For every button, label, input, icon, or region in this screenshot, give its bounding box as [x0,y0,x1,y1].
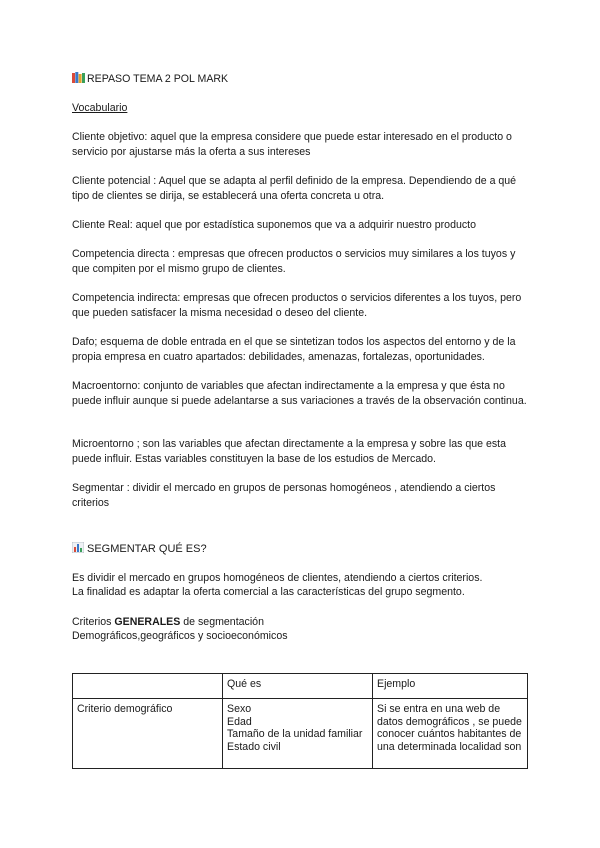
criteria-bold: GENERALES [114,616,181,628]
vocabulary-heading: Vocabulario [72,102,128,114]
section-paragraph-1: Es dividir el mercado en grupos homogéneos de clientes, atendiendo a ciertos criterios. [72,572,483,584]
section-title: SEGMENTAR QUÉ ES? [87,543,207,555]
table-cell-example: Si se entra en una web de datos demográficos , se puede conocer cuántos habitantes de una determinada localidad son [373,699,528,769]
definition-microentorno: Microentorno ; son las variables que afectan directamente a la empresa y sobre las que esta puede influir. Estas variables constituyen la base de los estudios de Mercado. [72,438,506,465]
table-cell-what [223,699,373,769]
definition-cliente-objetivo: Cliente objetivo: aquel que la empresa considere que puede estar interesado en el producto o servicio por ajustarse más la oferta a sus intereses [72,131,512,158]
section-paragraph-2: La finalidad es adaptar la oferta comercial a las características del grupo segmento. [72,586,465,598]
table-cell-line: Tamaño de la unidad familiar [227,728,363,741]
definition-cliente-potencial: Cliente potencial : Aquel que se adapta al perfil definido de la empresa. Dependiendo de a qué tipo de clientes se dirija, se establecerá una oferta concreta u otra. [72,175,517,202]
books-icon [72,72,85,83]
table-cell-line: Estado civil [227,740,281,753]
table-cell-line: Sexo [227,703,252,715]
criteria-table [72,673,528,769]
table-header-cell: Qué es [223,674,373,699]
criteria-suffix: de segmentación [183,616,264,628]
definition-macroentorno: Macroentorno: conjunto de variables que afectan indirectamente a la empresa y que ésta no puede influir aunque si puede adelantarse a sus variaciones a través de la observación continua. [72,380,527,407]
criteria-heading [72,615,532,630]
definition-cliente-real: Cliente Real: aquel que por estadística suponemos que va a adquirir nuestro producto [72,219,476,231]
bar-chart-icon [72,542,85,553]
definition-segmentar: Segmentar : dividir el mercado en grupos de personas homogéneos , atendiendo a ciertos criterios [72,482,496,509]
definition-competencia-directa: Competencia directa : empresas que ofrecen productos o servicios muy similares a los tuyos y que compiten por el mismo grupo de clientes. [72,248,516,275]
title-text: REPASO TEMA 2 POL MARK [87,73,229,85]
definition-competencia-indirecta: Competencia indirecta: empresas que ofrecen productos o servicios diferentes a los tuyos, pero que pueden satisfacer la misma necesidad o deseo del cliente. [72,292,522,319]
definition-dafo: Dafo; esquema de doble entrada en el que se sintetizan todos los aspectos del entorno y de la propia empresa en cuatro apartados: debilidades, amenazas, fortalezas, oportunidades. [72,336,516,363]
table-header-cell [73,674,223,699]
table-row [73,699,528,769]
table-cell-line: Edad [227,715,252,728]
table-header-row [73,674,528,699]
section-heading [72,542,532,557]
criteria-prefix: Criterios [72,616,112,628]
table-cell-criterion: Criterio demográfico [73,699,223,769]
document-title [72,72,532,87]
criteria-list: Demográficos,geográficos y socioeconómicos [72,630,288,642]
table-header-cell: Ejemplo [373,674,528,699]
